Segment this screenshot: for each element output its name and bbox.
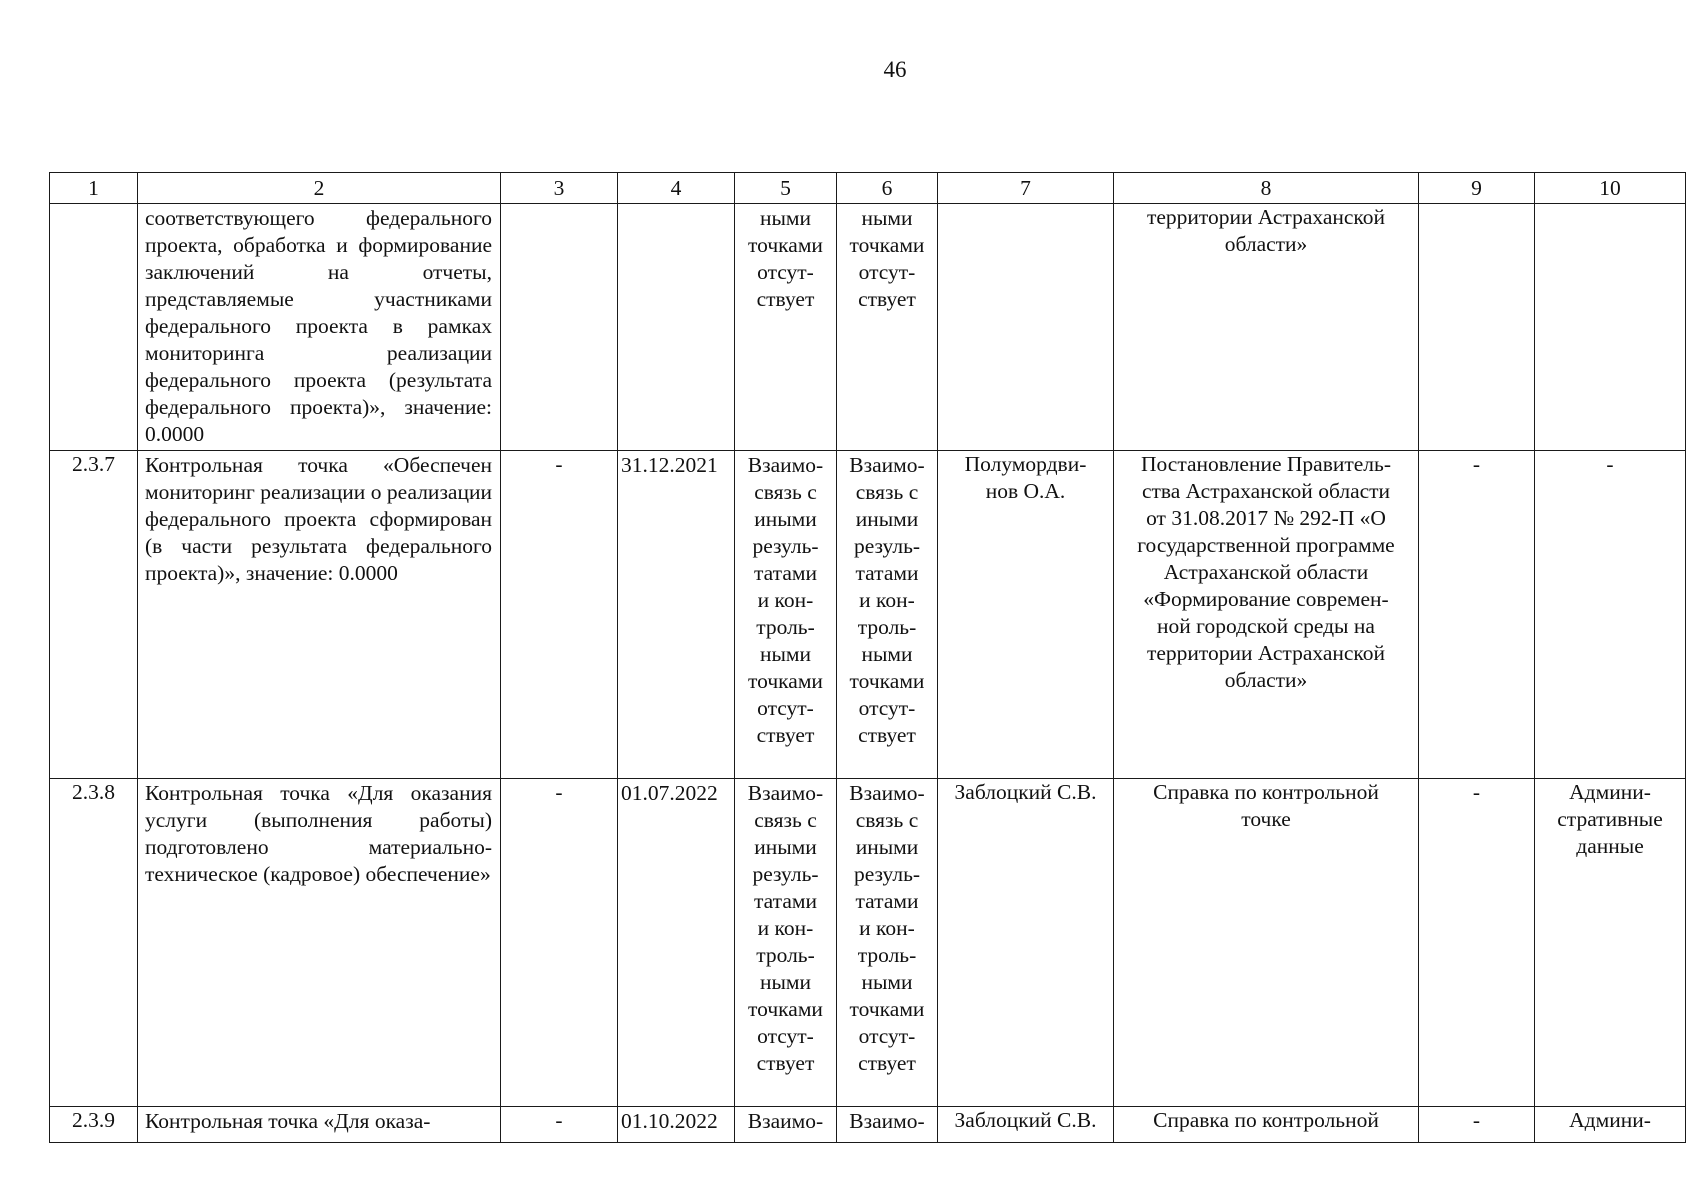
item-successor: Взаимо- связь с иными резуль- татами и кон- троль- ными точками отсут- ствует <box>837 779 938 1107</box>
table-row <box>50 779 1686 1107</box>
item-source <box>1535 204 1686 451</box>
item-description: Контрольная точка «Обеспечен мониторинг реализации о реализации федерального проекта сформирован (в части результата федерального проекта)», значение: 0.0000 <box>138 451 501 779</box>
item-description: Контрольная точка «Для оказания услуги (выполнения работы) подготовлено материально-техническое (кадровое) обеспечение» <box>138 779 501 1107</box>
column-header: 4 <box>618 173 735 204</box>
item-level: - <box>1419 451 1535 779</box>
item-source: Админи- <box>1535 1107 1686 1143</box>
item-source: Админи- стративные данные <box>1535 779 1686 1107</box>
item-responsible: Полумордви- нов О.А. <box>938 451 1114 779</box>
item-successor: ными точками отсут- ствует <box>837 204 938 451</box>
column-header: 9 <box>1419 173 1535 204</box>
item-responsible <box>938 204 1114 451</box>
item-responsible: Заблоцкий С.В. <box>938 779 1114 1107</box>
table-row <box>50 204 1686 451</box>
item-base-value: - <box>501 451 618 779</box>
item-number <box>50 204 138 451</box>
item-document: Постановление Правитель- ства Астраханской области от 31.08.2017 № 292-П «О государственной программе Астраханской области «Формирование современ- ной городской среды на территории Астраханской области» <box>1114 451 1419 779</box>
item-date: 01.07.2022 <box>618 779 735 1107</box>
table-row <box>50 1107 1686 1143</box>
item-document: Справка по контрольной точке <box>1114 779 1419 1107</box>
item-successor: Взаимо- <box>837 1107 938 1143</box>
item-base-value: - <box>501 1107 618 1143</box>
item-number: 2.3.8 <box>50 779 138 1107</box>
item-description: Контрольная точка «Для оказа- <box>138 1107 501 1143</box>
item-level <box>1419 204 1535 451</box>
item-description: соответствующего федерального проекта, обработка и формирование заключений на отчеты, представляемые участниками федерального проекта в рамках мониторинга реализации федерального проекта (результата федерального проекта)», значение: 0.0000 <box>138 204 501 451</box>
item-base-value <box>501 204 618 451</box>
item-number: 2.3.7 <box>50 451 138 779</box>
item-document: территории Астраханской области» <box>1114 204 1419 451</box>
item-source: - <box>1535 451 1686 779</box>
item-predecessor: Взаимо- <box>735 1107 837 1143</box>
table-header-row <box>50 173 1686 204</box>
column-header: 3 <box>501 173 618 204</box>
column-header: 1 <box>50 173 138 204</box>
column-header: 6 <box>837 173 938 204</box>
item-level: - <box>1419 1107 1535 1143</box>
page-number: 46 <box>883 57 907 82</box>
item-date <box>618 204 735 451</box>
plan-table <box>49 172 1686 1143</box>
item-predecessor: ными точками отсут- ствует <box>735 204 837 451</box>
item-predecessor: Взаимо- связь с иными резуль- татами и кон- троль- ными точками отсут- ствует <box>735 451 837 779</box>
item-number: 2.3.9 <box>50 1107 138 1143</box>
item-date: 01.10.2022 <box>618 1107 735 1143</box>
table-row <box>50 451 1686 779</box>
column-header: 7 <box>938 173 1114 204</box>
item-responsible: Заблоцкий С.В. <box>938 1107 1114 1143</box>
column-header: 5 <box>735 173 837 204</box>
item-base-value: - <box>501 779 618 1107</box>
column-header: 2 <box>138 173 501 204</box>
column-header: 10 <box>1535 173 1686 204</box>
item-predecessor: Взаимо- связь с иными резуль- татами и кон- троль- ными точками отсут- ствует <box>735 779 837 1107</box>
column-header: 8 <box>1114 173 1419 204</box>
item-level: - <box>1419 779 1535 1107</box>
item-successor: Взаимо- связь с иными резуль- татами и кон- троль- ными точками отсут- ствует <box>837 451 938 779</box>
item-date: 31.12.2021 <box>618 451 735 779</box>
item-document: Справка по контрольной <box>1114 1107 1419 1143</box>
